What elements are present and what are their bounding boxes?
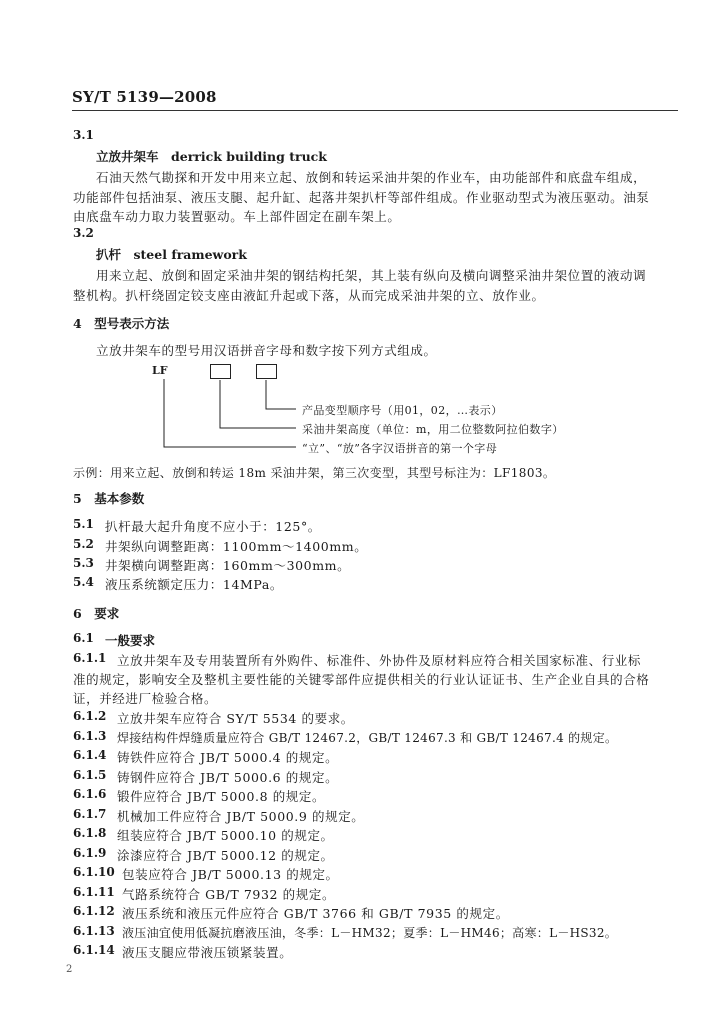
body-text-line: 由底盘车动力取力装置驱动。车上部件固定在副车架上。 xyxy=(73,209,401,224)
requirement-text: 液压支腿应带液压锁紧装置。 xyxy=(122,945,293,960)
requirement-text: 焊接结构件焊缝质量应符合 GB/T 12467.2，GB/T 12467.3 和 GB/T 12467.4 的规定。 xyxy=(117,731,618,745)
requirement-text: 铸铁件应符合 JB/T 5000.4 的规定。 xyxy=(117,750,339,765)
clause-number: 6.1.7 xyxy=(73,807,107,821)
requirement-text: 涂漆应符合 JB/T 5000.12 的规定。 xyxy=(117,848,334,863)
clause-number: 6.1.6 xyxy=(73,787,107,801)
clause-number: 6.1.4 xyxy=(73,748,107,762)
clause-number: 6.1.13 xyxy=(73,924,115,938)
clause-number: 6.1 xyxy=(73,631,94,645)
section-heading: 6 要求 xyxy=(73,606,120,621)
requirement-text: 立放井架车应符合 SY/T 5534 的要求。 xyxy=(117,711,354,726)
clause-number: 6.1.14 xyxy=(73,943,115,957)
requirement-text: 组装应符合 JB/T 5000.10 的规定。 xyxy=(117,828,334,843)
requirement-text: 机械加工件应符合 JB/T 5000.9 的规定。 xyxy=(117,809,365,824)
term-title: 扒杆 steel framework xyxy=(96,247,247,262)
legend-height: 采油井架高度（单位：m，用二位整数阿拉伯数字） xyxy=(302,423,564,436)
body-text-line: 立放井架车及专用装置所有外购件、标准件、外协件及原材料应符合相关国家标准、行业标 xyxy=(117,653,642,668)
clause-number: 5.4 xyxy=(73,575,94,589)
requirement-text: 液压系统和液压元件应符合 GB/T 3766 和 GB/T 7935 的规定。 xyxy=(122,906,509,921)
clause-number: 6.1.8 xyxy=(73,826,107,840)
clause-number: 5.2 xyxy=(73,537,94,551)
clause-number: 6.1.3 xyxy=(73,729,107,743)
requirement-text: 气路系统符合 GB/T 7932 的规定。 xyxy=(122,887,336,902)
clause-number: 5.3 xyxy=(73,556,94,570)
clause-number: 6.1.5 xyxy=(73,768,107,782)
clause-number: 6.1.10 xyxy=(73,865,115,879)
clause-number: 6.1.2 xyxy=(73,709,107,723)
requirement-text: 铸钢件应符合 JB/T 5000.6 的规定。 xyxy=(117,770,339,785)
page-number: 2 xyxy=(66,964,73,975)
requirement-text: 锻件应符合 JB/T 5000.8 的规定。 xyxy=(117,789,326,804)
clause-number: 3.1 xyxy=(73,128,94,142)
legend-variant: 产品变型顺序号（用01，02，…表示） xyxy=(302,404,503,417)
example-text: 示例：用来立起、放倒和转运 18m 采油井架，第三次变型，其型号标注为：LF1803。 xyxy=(73,466,556,480)
parameter-text: 液压系统额定压力：14MPa。 xyxy=(105,577,284,592)
parameter-text: 井架纵向调整距离：1100mm～1400mm。 xyxy=(105,539,368,554)
standard-code: SY/T 5139—2008 xyxy=(72,88,217,106)
body-text-line: 准的规定，影响安全及整机主要性能的关键零部件应提供相关的行业认证证书、生产企业自具的合格 xyxy=(73,672,650,687)
body-text-line: 整机构。扒杆绕固定铰支座由液缸升起或下落，从而完成采油井架的立、放作业。 xyxy=(73,288,545,303)
section-heading: 5 基本参数 xyxy=(73,491,145,506)
subsection-heading: 一般要求 xyxy=(105,633,156,648)
body-text-line: 石油天然气勘探和开发中用来立起、放倒和转运采油井架的作业车，由功能部件和底盘车组成， xyxy=(96,170,647,185)
clause-number: 6.1.9 xyxy=(73,846,107,860)
clause-number: 6.1.12 xyxy=(73,904,115,918)
legend-letters: “立”、“放”各字汉语拼音的第一个字母 xyxy=(302,442,498,455)
parameter-text: 扒杆最大起升角度不应小于：125°。 xyxy=(105,519,321,534)
section-heading: 4 型号表示方法 xyxy=(73,316,170,331)
term-title: 立放井架车 derrick building truck xyxy=(96,149,327,164)
clause-number: 6.1.1 xyxy=(73,651,107,665)
clause-number: 6.1.11 xyxy=(73,885,115,899)
requirement-text: 液压油宜使用低凝抗磨液压油，冬季：L－HM32；夏季：L－HM46；高寒：L－HS32。 xyxy=(122,926,618,940)
code-prefix: LF xyxy=(152,364,168,377)
body-text-line: 功能部件包括油泵、液压支腿、起升缸、起落井架扒杆等部件组成。作业驱动型式为液压驱动。油泵 xyxy=(73,190,650,205)
body-text-line: 证，并经进厂检验合格。 xyxy=(73,691,218,706)
requirement-text: 包装应符合 JB/T 5000.13 的规定。 xyxy=(122,867,339,882)
parameter-text: 井架横向调整距离：160mm～300mm。 xyxy=(105,558,351,573)
body-text-line: 用来立起、放倒和固定采油井架的钢结构托架，其上装有纵向及横向调整采油井架位置的液动调 xyxy=(96,268,647,283)
clause-number: 5.1 xyxy=(73,517,94,531)
clause-number: 3.2 xyxy=(73,226,94,240)
body-text-line: 立放井架车的型号用汉语拼音字母和数字按下列方式组成。 xyxy=(96,343,437,358)
